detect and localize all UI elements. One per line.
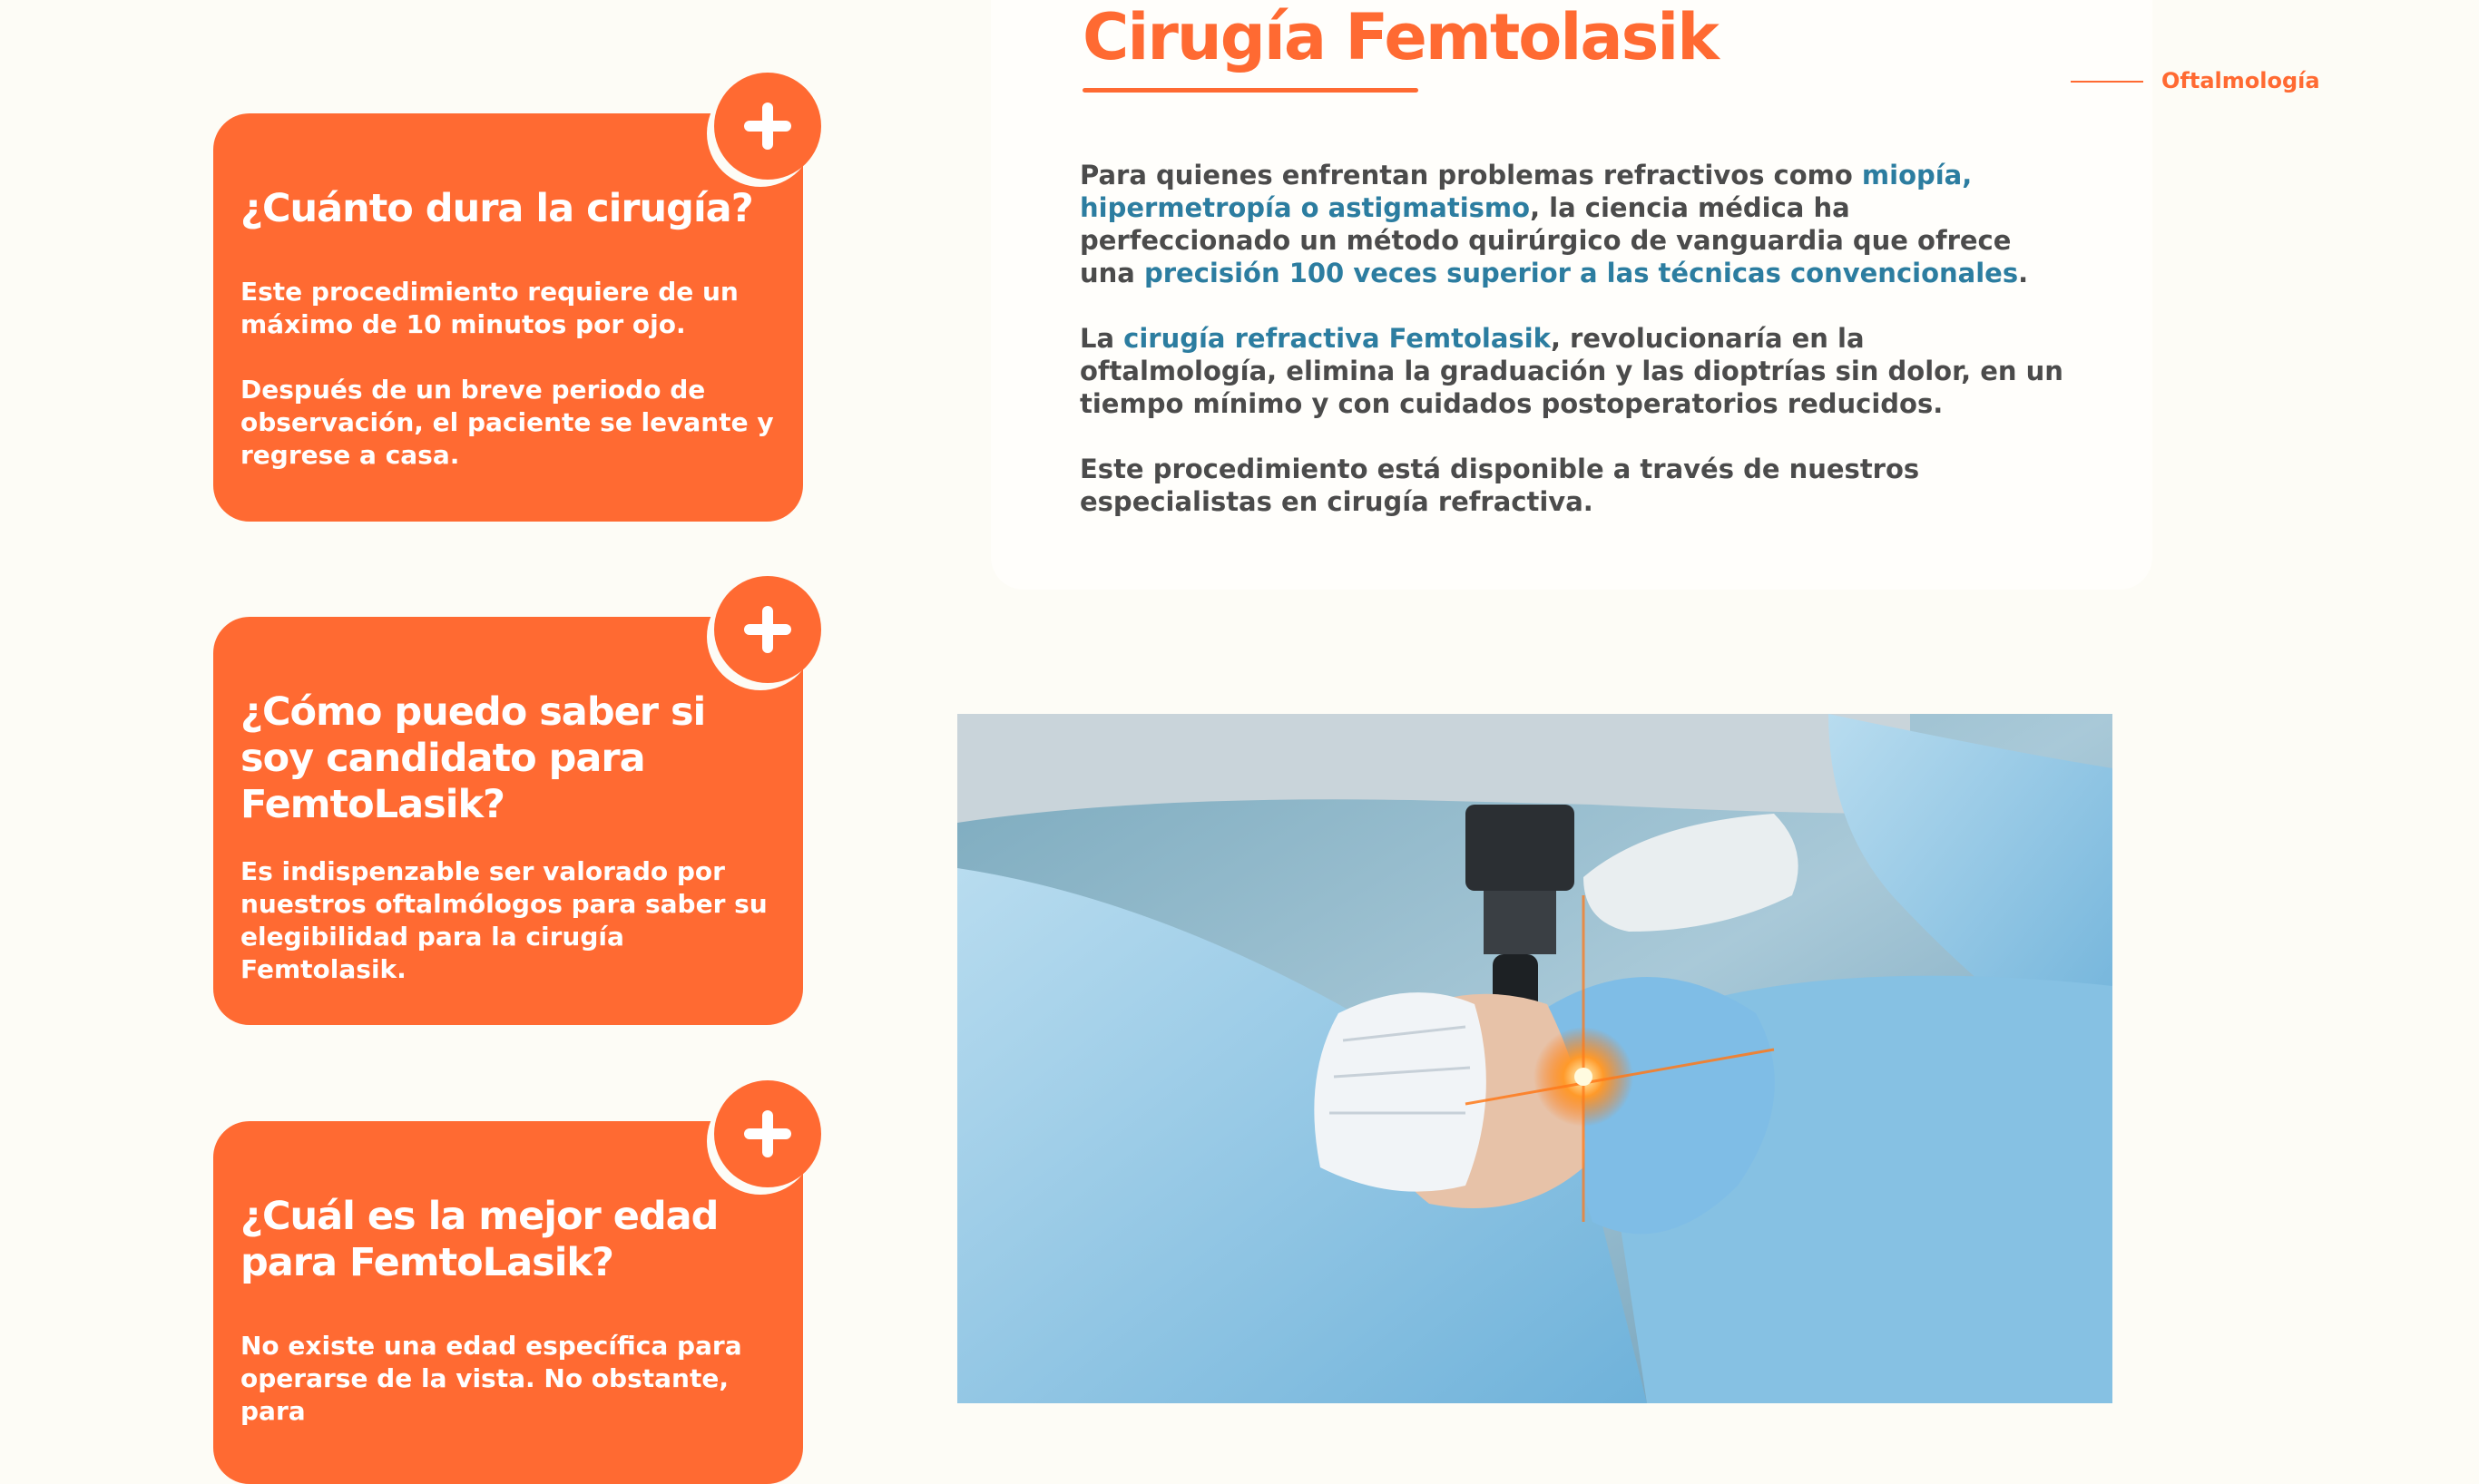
intro-highlight: precisión 100 veces superior a las técnicas convencionales bbox=[1143, 258, 2019, 288]
surgery-photo bbox=[957, 714, 2112, 1403]
intro-text-segment: Para quienes enfrentan problemas refractivos como bbox=[1080, 160, 1862, 190]
expand-plus-icon[interactable] bbox=[714, 576, 821, 683]
plus-icon-bar bbox=[762, 606, 773, 653]
faq-card-candidate[interactable] bbox=[213, 617, 803, 1025]
plus-icon-bar bbox=[762, 103, 773, 150]
intro-paragraph-1 bbox=[1080, 159, 2069, 289]
faq-answer: Después de un breve periodo de observación, el paciente se levante y regrese a casa. bbox=[240, 375, 774, 470]
faq-answer: Este procedimiento requiere de un máximo de 10 minutos por ojo. bbox=[240, 277, 739, 339]
intro-highlight: cirugía refractiva Femtolasik bbox=[1123, 323, 1551, 354]
category-divider bbox=[2071, 81, 2143, 83]
intro-text-segment: La bbox=[1080, 323, 1124, 354]
page-title: Cirugía Femtolasik bbox=[1083, 0, 1718, 74]
faq-card-duration[interactable] bbox=[213, 113, 803, 522]
intro-highlight: miopía, hipermetropía o astigmatismo bbox=[1080, 160, 1973, 223]
faq-question: ¿Cómo puedo saber si soy candidato para FemtoLasik? bbox=[240, 689, 706, 827]
surgery-illustration bbox=[957, 714, 2112, 1403]
intro-text-segment: . bbox=[2018, 258, 2029, 288]
faq-card-age[interactable] bbox=[213, 1121, 803, 1484]
intro-text-segment: , revolucionaría en la oftalmología, elimina la graduación y las dioptrías sin dolor, en un tiempo mínimo y con cuidados postoperatorios reducidos. bbox=[1080, 323, 2063, 419]
category-tag: Oftalmología bbox=[2161, 68, 2320, 93]
plus-icon-bar bbox=[762, 1110, 773, 1157]
faq-question: ¿Cuál es la mejor edad para FemtoLasik? bbox=[240, 1194, 719, 1285]
intro-paragraph-3: Este procedimiento está disponible a través de nuestros especialistas en cirugía refractiva. bbox=[1080, 454, 1920, 517]
intro-text bbox=[1080, 159, 2069, 551]
title-underline bbox=[1083, 88, 1418, 93]
expand-plus-icon[interactable] bbox=[714, 1080, 821, 1187]
intro-paragraph-2 bbox=[1080, 322, 2069, 420]
expand-plus-icon[interactable] bbox=[714, 73, 821, 180]
faq-question: ¿Cuánto dura la cirugía? bbox=[240, 186, 753, 231]
faq-answer: No existe una edad específica para operarse de la vista. No obstante, para bbox=[240, 1331, 742, 1426]
faq-answer: Es indispenzable ser valorado por nuestros oftalmólogos para saber su elegibilidad para la cirugía Femtolasik. bbox=[240, 856, 768, 984]
intro-text-segment: , la ciencia médica ha perfeccionado un método quirúrgico de vanguardia que ofrece una bbox=[1080, 192, 2012, 288]
